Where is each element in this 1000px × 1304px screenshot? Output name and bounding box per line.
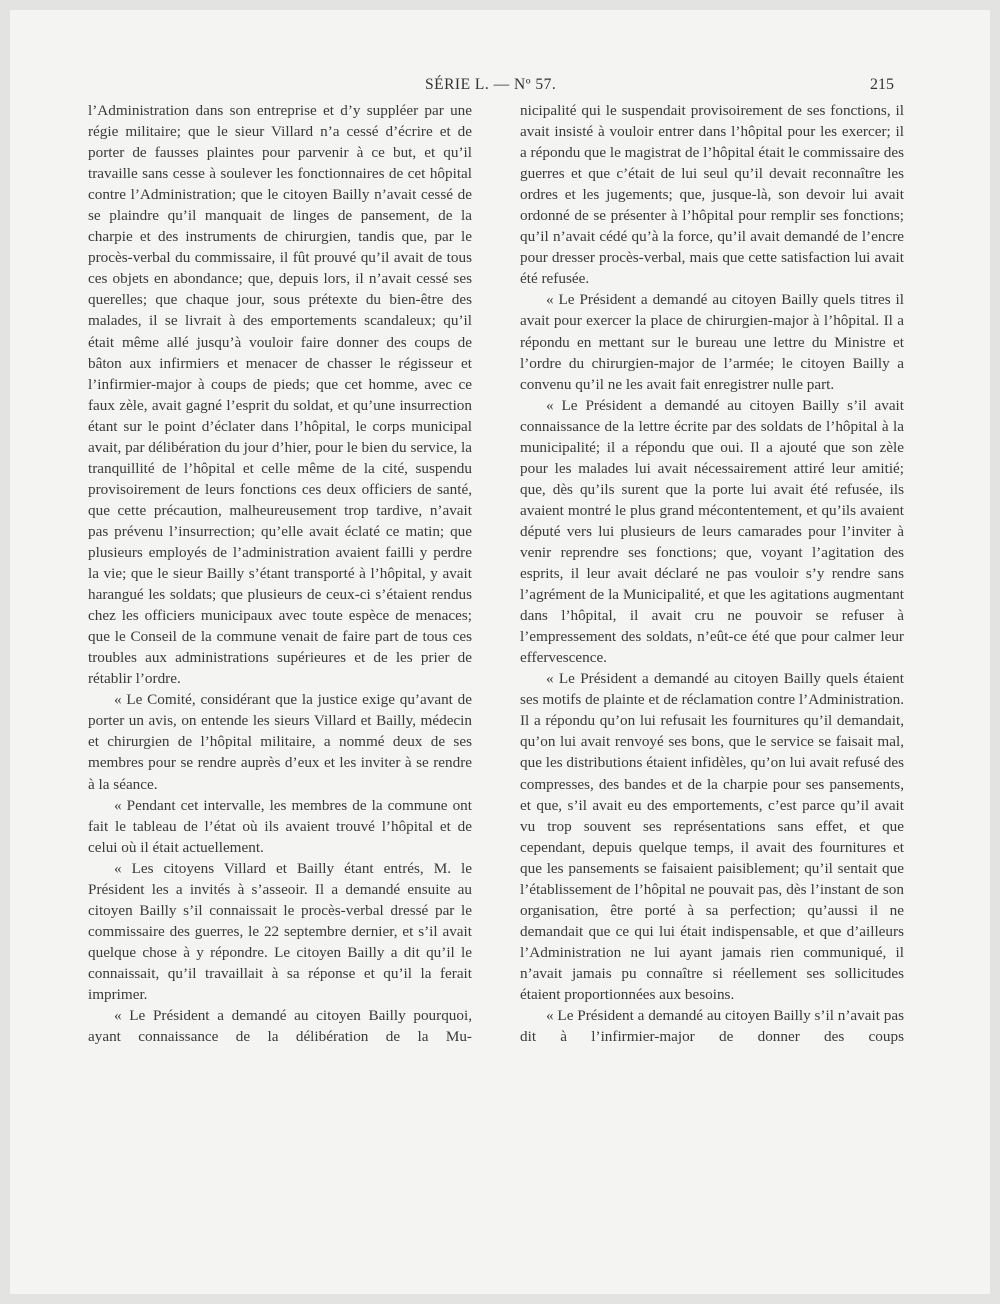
page-number: 215 <box>870 76 894 93</box>
paragraph: « Le Président a demandé au citoyen Bailly s’il n’avait pas dit à l’infirmier-major de donner des coups <box>520 1007 904 1046</box>
left-column <box>88 100 472 1047</box>
right-column <box>520 100 904 1047</box>
paragraph: l’Administration dans son entreprise et d’y suppléer par une régie militaire; que le sieur Villard n’a cessé d’écrire et de porter de fausses plaintes pour parvenir à ce but, et qu’il travaille sans cesse à soulever les fonctionnaires de cet hôpital contre l’Administration; que le citoyen Bailly n’avait cessé de se plaindre qu’il manquait de linges de pansement, de la charpie et des instruments de chirurgien, tandis que, par le procès-verbal du commissaire, il fût prouvé qu’il avait de tous ces objets en abondance; que, depuis lors, il n’avait cessé ses querelles; que chaque jour, sous prétexte du bien-être des malades, il se livrait à des emportements scandaleux; qu’il était même allé jusqu’à vouloir faire donner des coups de bâton aux infirmiers et menacer de chasser le régisseur et l’infirmier-major à coups de pieds; que cet homme, avec ce faux zèle, avait gagné l’esprit du soldat, et qu’une insurrection étant sur le point d’éclater dans l’hôpital, le corps municipal avait, par délibération du jour d’hier, pour le bien du service, la tranquillité de l’hôpital et celle même de la cité, suspendu provisoirement de leurs fonctions ces deux officiers de santé, que cette précaution, malheureusement trop tardive, n’avait pas prévenu l’insurrection; qu’elle avait éclaté ce matin; que plusieurs employés de l’administration avaient failli y perdre la vie; que le sieur Bailly s’étant transporté à l’hôpital, y avait harangué les soldats; que plusieurs de ceux-ci s’étaient rendus chez les officiers municipaux avec toute espèce de menaces; que le Conseil de la commune venait de faire part de tous ces troubles aux administrations supérieures et de les prier de rétablir l’ordre. <box>88 102 473 688</box>
page-header <box>10 76 990 100</box>
paragraph: « Pendant cet intervalle, les membres de la commune ont fait le tableau de l’état où ils avaient trouvé l’hôpital et de celui où il était actuellement. <box>88 796 472 856</box>
document-page <box>10 10 990 1294</box>
paragraph: nicipalité qui le suspendait provisoirement de ses fonctions, il avait insisté à vouloir entrer dans l’hôpital pour les exercer; il a répondu que le magistrat de l’hôpital était le commissaire des guerres et que c’était de lui seul qu’il devait reconnaître les ordres et les jugements; que, jusque-là, son devoir lui avait ordonné de se présenter à l’hôpital pour remplir ses fonctions; qu’il n’avait cédé qu’à la force, qu’il avait demandé de l’encre pour dresser procès-verbal, mais que cette satisfaction lui avait été refusée. <box>520 102 904 288</box>
paragraph: « Le Président a demandé au citoyen Bailly quels étaient ses motifs de plainte et de réclamation contre l’Administration. Il a répondu qu’on lui refusait les fournitures qu’il demandait, qu’on lui avait renvoyé ses bons, que le service se faisait mal, que les distributions étaient infidèles, qu’on lui avait refusé des compresses, des bandes et de la charpie pour ses pansements, et que, s’il avait eu des emportements, c’est parce qu’il avait vu trop souvent ses représentations sans effet, et que cependant, depuis quelque temps, il avait des fournitures et que les pansements se faisaient paisiblement; qu’il sentait que l’établissement de l’hôpital ne pouvait pas, dès l’instant de son organisation, être porté à sa perfection; qu’aussi il ne demandait que ce qui lui était indispensable, et que d’ailleurs l’Administration ne lui ayant jamais rien communiqué, il n’avait jamais pu connaître si réellement ses sollicitudes étaient proportionnées aux besoins. <box>520 670 904 1003</box>
paragraph: « Le Comité, considérant que la justice exige qu’avant de porter un avis, on entende les sieurs Villard et Bailly, médecin et chirurgien de l’hôpital militaire, a nommé deux de ses membres pour se rendre auprès d’eux et les inviter à se rendre à la séance. <box>88 691 472 793</box>
paragraph: « Les citoyens Villard et Bailly étant entrés, M. le Président les a invités à s’asseoir. Il a demandé ensuite au citoyen Bailly s’il connaissait le procès-verbal dressé par le commissaire des guerres, le 22 septembre dernier, et s’il avait quelque chose à y répondre. Le citoyen Bailly a dit qu’il le connaissait, qu’il travaillait à sa réponse et qu’il la ferait imprimer. <box>88 859 472 1003</box>
paragraph: « Le Président a demandé au citoyen Bailly s’il avait connaissance de la lettre écrite par des soldats de l’hôpital à la municipalité; il a répondu que oui. Il a ajouté que son zèle pour les malades lui avait nécessairement attiré leur amitié; que, dès qu’ils surent que la porte lui avait été refusée, ils avaient montré le plus grand mécontentement, et qu’ils avaient député vers lui plusieurs de leurs camarades pour l’inviter à venir reprendre ses fonctions; que, voyant l’agitation des esprits, il leur avait déclaré ne pas vouloir s’y rendre sans l’agrément de la Municipalité, et que les agitations augmentant dans l’hôpital, il avait cru ne pouvoir se refuser à l’empressement des soldats, n’eût-ce été que pour calmer leur effervescence. <box>520 396 904 667</box>
paragraph: « Le Président a demandé au citoyen Bailly pourquoi, ayant connaissance de la délibération de la Mu- <box>88 1007 472 1046</box>
paragraph: « Le Président a demandé au citoyen Bailly quels titres il avait pour exercer la place de chirurgien-major à l’hôpital. Il a répondu en mettant sur le bureau une lettre du Ministre et l’ordre du chirurgien-major de l’armée; le citoyen Bailly a convenu qu’il ne les avait fait enregistrer nulle part. <box>520 291 904 393</box>
running-head: SÉRIE L. — Nº 57. <box>425 76 557 93</box>
